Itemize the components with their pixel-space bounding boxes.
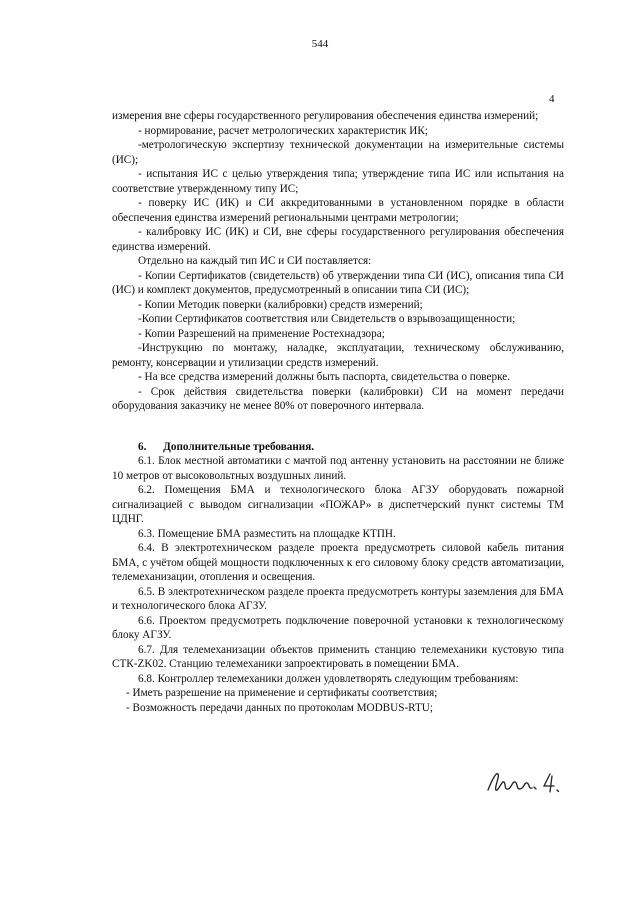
list-item: - Иметь разрешение на применение и сертификаты соответствия; (126, 687, 438, 699)
paragraph: - испытания ИС с целью утверждения типа; утверждение типа ИС или испытания на соответствие утвержденному типу ИС; (112, 168, 564, 195)
paragraph: - нормирование, расчет метрологических характеристик ИК; (138, 124, 428, 137)
section-item: 6.3. Помещение БМА разместить на площадке КТПН. (138, 527, 396, 540)
page-number: 544 (311, 38, 329, 50)
paragraph: - калибровку ИС (ИК) и СИ, вне сферы государственного регулирования обеспечения единства измерений. (112, 226, 564, 253)
sheet-number: 4 (549, 93, 555, 105)
paragraph: - Копии Сертификатов (свидетельств) об утверждении типа СИ (ИС), описания типа СИ (ИС) и комплект документов, предусмотренный в описании типа СИ (ИС); (112, 269, 564, 296)
section-heading: 6. Дополнительные требования. (138, 440, 315, 453)
section-item: 6.5. В электротехническом разделе проекта предусмотреть контуры заземления для БМА и технологического блока АГЗУ. (112, 585, 564, 612)
paragraph: - Срок действия свидетельства поверки (калибровки) СИ на момент передачи оборудования заказчику не менее 80% от поверочного интервала. (112, 385, 564, 412)
section-item: 6.2. Помещения БМА и технологического блока АГЗУ оборудовать пожарной сигнализацией с выводом сигнализации «ПОЖАР» в диспетчерский пункт системы ТМ ЦДНГ. (112, 484, 564, 525)
section-item: 6.4. В электротехническом разделе проекта предусмотреть силовой кабель питания БМА, с учётом общей мощности подключенных к его силовому блоку средств автоматизации, телемеханизации, отопления и освещения. (112, 542, 564, 583)
paragraph: -Копии Сертификатов соответствия или Свидетельств о взрывозащищенности; (138, 313, 516, 325)
section-item: 6.8. Контроллер телемеханики должен удовлетворять следующим требованиям: (138, 672, 519, 685)
paragraph: -метрологическую экспертизу технической документации на измерительные системы (ИС); (112, 139, 564, 166)
paragraph: измерения вне сферы государственного регулирования обеспечения единства измерений; (112, 110, 539, 122)
paragraph: - На все средства измерений должны быть паспорта, свидетельства о поверке. (138, 371, 511, 383)
paragraph: Отдельно на каждый тип ИС и СИ поставляется: (138, 255, 372, 267)
section-item: 6.6. Проектом предусмотреть подключение поверочной установки к технологическому блоку АГЗУ. (112, 614, 564, 641)
signature-icon (484, 768, 574, 794)
handwritten-signature (484, 768, 574, 794)
paragraph: - Копии Разрешений на применение Ростехнадзора; (138, 327, 385, 340)
document-body (112, 109, 564, 715)
section-item: 6.1. Блок местной автоматики с мачтой под антенну установить на расстоянии не ближе 10 метров от высоковольтных воздушных линий. (112, 455, 564, 482)
paragraph: - поверку ИС (ИК) и СИ аккредитованными в установленном порядке в области обеспечения единства измерений региональными центрами метрологии; (112, 197, 564, 224)
paragraph: -Инструкцию по монтажу, наладке, эксплуатации, техническому обслуживанию, ремонту, консервации и утилизации средств измерений. (112, 342, 564, 369)
paragraph: - Копии Методик поверки (калибровки) средств измерений; (138, 298, 423, 311)
section-item: 6.7. Для телемеханизации объектов применить станцию телемеханики кустовую типа СТК-ZK02. Станцию телемеханики запроектировать в помещении БМА. (112, 643, 564, 670)
list-item: - Возможность передачи данных по протоколам MODBUS-RTU; (126, 701, 433, 714)
